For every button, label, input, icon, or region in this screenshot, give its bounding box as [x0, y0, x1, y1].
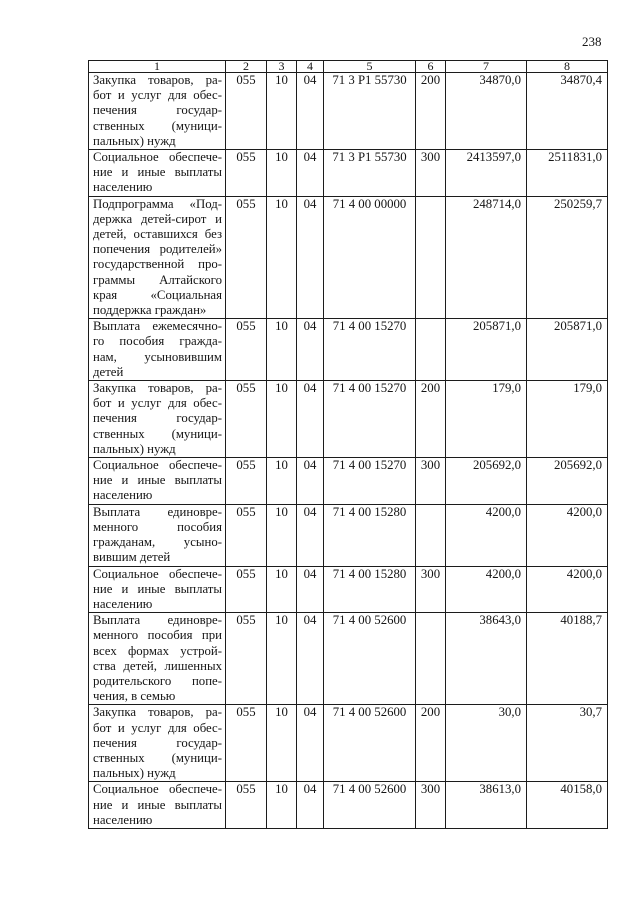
cell-amount-column-7: 4200,0 — [446, 504, 527, 566]
column-number-5: 5 — [324, 61, 416, 73]
cell-item-name — [89, 319, 226, 381]
table-row — [89, 782, 608, 829]
cell-amount-column-8: 40158,0 — [527, 782, 608, 829]
cell-section-code: 10 — [267, 150, 297, 197]
table-row — [89, 458, 608, 505]
cell-target-item-code: 71 4 00 15280 — [324, 504, 416, 566]
column-number-6: 6 — [416, 61, 446, 73]
cell-amount-column-8: 250259,7 — [527, 196, 608, 319]
item-name-line: Выплата единовре- — [93, 504, 222, 519]
item-name-line: края «Социальная — [93, 287, 222, 302]
cell-target-item-code: 71 4 00 00000 — [324, 196, 416, 319]
cell-item-name — [89, 196, 226, 319]
table-row — [89, 705, 608, 782]
item-name-line: населению — [93, 488, 153, 503]
cell-agency-code: 055 — [226, 196, 267, 319]
item-name-line: ственных (муници- — [93, 426, 222, 441]
table-row — [89, 319, 608, 381]
cell-item-name — [89, 613, 226, 705]
cell-item-name — [89, 458, 226, 505]
cell-expense-type-code — [416, 319, 446, 381]
cell-section-code: 10 — [267, 504, 297, 566]
item-name-line: Закупка товаров, ра- — [93, 705, 222, 720]
column-number-7: 7 — [446, 61, 527, 73]
cell-amount-column-7: 34870,0 — [446, 73, 527, 150]
cell-agency-code: 055 — [226, 613, 267, 705]
cell-item-name — [89, 705, 226, 782]
cell-section-code: 10 — [267, 73, 297, 150]
header-row — [89, 61, 608, 73]
cell-agency-code: 055 — [226, 782, 267, 829]
cell-amount-column-7: 205871,0 — [446, 319, 527, 381]
item-name-line: пальных) нужд — [93, 766, 176, 781]
cell-subsection-code: 04 — [297, 150, 324, 197]
item-name-line: бот и услуг для обес- — [93, 88, 222, 103]
cell-subsection-code: 04 — [297, 319, 324, 381]
cell-amount-column-8: 2511831,0 — [527, 150, 608, 197]
item-name-line: населению — [93, 596, 153, 611]
cell-subsection-code: 04 — [297, 196, 324, 319]
cell-item-name — [89, 504, 226, 566]
table-row — [89, 566, 608, 613]
budget-table — [88, 60, 608, 829]
table-row — [89, 196, 608, 319]
cell-target-item-code: 71 4 00 52600 — [324, 705, 416, 782]
cell-expense-type-code — [416, 196, 446, 319]
cell-amount-column-7: 2413597,0 — [446, 150, 527, 197]
cell-amount-column-7: 179,0 — [446, 381, 527, 458]
cell-amount-column-8: 4200,0 — [527, 504, 608, 566]
cell-subsection-code: 04 — [297, 504, 324, 566]
item-name-line: детей, оставшихся без — [93, 227, 222, 242]
item-name-line: родительского попе- — [93, 673, 222, 688]
item-name-line: Социальное обеспече- — [93, 566, 222, 581]
column-number-3: 3 — [267, 61, 297, 73]
cell-subsection-code: 04 — [297, 782, 324, 829]
item-name-line: го пособия гражда- — [93, 334, 222, 349]
item-name-line: детей — [93, 364, 124, 379]
cell-section-code: 10 — [267, 458, 297, 505]
cell-expense-type-code: 300 — [416, 566, 446, 613]
item-name-line: ние и иные выплаты — [93, 473, 222, 488]
cell-expense-type-code: 300 — [416, 782, 446, 829]
cell-amount-column-8: 40188,7 — [527, 613, 608, 705]
item-name-line: ние и иные выплаты — [93, 165, 222, 180]
item-name-line: пальных) нужд — [93, 441, 176, 456]
item-name-line: чения, в семью — [93, 689, 176, 704]
item-name-line: Закупка товаров, ра- — [93, 381, 222, 396]
cell-amount-column-7: 38613,0 — [446, 782, 527, 829]
column-number-2: 2 — [226, 61, 267, 73]
item-name-line: государственной про- — [93, 257, 222, 272]
cell-amount-column-7: 4200,0 — [446, 566, 527, 613]
item-name-line: менного пособия при — [93, 628, 222, 643]
table-row — [89, 73, 608, 150]
item-name-line: попечения родителей» — [93, 242, 222, 257]
cell-agency-code: 055 — [226, 458, 267, 505]
cell-target-item-code: 71 3 P1 55730 — [324, 73, 416, 150]
item-name-line: Социальное обеспече- — [93, 458, 222, 473]
cell-item-name — [89, 782, 226, 829]
item-name-line: печения государ- — [93, 735, 222, 750]
cell-section-code: 10 — [267, 319, 297, 381]
table-row — [89, 381, 608, 458]
cell-amount-column-7: 248714,0 — [446, 196, 527, 319]
table-header — [89, 61, 608, 73]
cell-subsection-code: 04 — [297, 613, 324, 705]
item-name-line: населению — [93, 180, 153, 195]
cell-expense-type-code: 200 — [416, 705, 446, 782]
item-name-line: вившим детей — [93, 550, 171, 565]
cell-agency-code: 055 — [226, 504, 267, 566]
item-name-line: держка детей-сирот и — [93, 211, 222, 226]
item-name-line: Социальное обеспече- — [93, 150, 222, 165]
cell-expense-type-code: 200 — [416, 381, 446, 458]
cell-amount-column-8: 205692,0 — [527, 458, 608, 505]
item-name-line: печения государ- — [93, 411, 222, 426]
cell-item-name — [89, 73, 226, 150]
cell-target-item-code: 71 4 00 15270 — [324, 458, 416, 505]
cell-section-code: 10 — [267, 381, 297, 458]
cell-agency-code: 055 — [226, 566, 267, 613]
cell-expense-type-code: 300 — [416, 458, 446, 505]
cell-subsection-code: 04 — [297, 458, 324, 505]
item-name-line: Подпрограмма «Под- — [93, 196, 222, 211]
table-row — [89, 150, 608, 197]
item-name-line: населению — [93, 812, 153, 827]
item-name-line: менного пособия — [93, 519, 222, 534]
item-name-line: бот и услуг для обес- — [93, 720, 222, 735]
item-name-line: поддержка граждан» — [93, 303, 207, 318]
item-name-line: Выплата единовре- — [93, 613, 222, 628]
item-name-line: ственных (муници- — [93, 118, 222, 133]
cell-item-name — [89, 150, 226, 197]
cell-amount-column-7: 205692,0 — [446, 458, 527, 505]
cell-agency-code: 055 — [226, 381, 267, 458]
cell-amount-column-8: 4200,0 — [527, 566, 608, 613]
cell-expense-type-code: 300 — [416, 150, 446, 197]
item-name-line: пальных) нужд — [93, 133, 176, 148]
cell-amount-column-8: 34870,4 — [527, 73, 608, 150]
cell-target-item-code: 71 4 00 52600 — [324, 613, 416, 705]
item-name-line: Закупка товаров, ра- — [93, 73, 222, 87]
item-name-line: ственных (муници- — [93, 750, 222, 765]
cell-expense-type-code: 200 — [416, 73, 446, 150]
column-number-8: 8 — [527, 61, 608, 73]
item-name-line: нам, усыновившим — [93, 349, 222, 364]
item-name-line: ние и иные выплаты — [93, 581, 222, 596]
table-body — [89, 73, 608, 829]
cell-amount-column-8: 205871,0 — [527, 319, 608, 381]
item-name-line: Выплата ежемесячно- — [93, 319, 222, 334]
item-name-line: граммы Алтайского — [93, 272, 222, 287]
cell-target-item-code: 71 4 00 15270 — [324, 319, 416, 381]
cell-item-name — [89, 381, 226, 458]
cell-agency-code: 055 — [226, 150, 267, 197]
cell-amount-column-8: 179,0 — [527, 381, 608, 458]
cell-subsection-code: 04 — [297, 705, 324, 782]
cell-agency-code: 055 — [226, 319, 267, 381]
table-row — [89, 504, 608, 566]
cell-target-item-code: 71 3 P1 55730 — [324, 150, 416, 197]
cell-section-code: 10 — [267, 566, 297, 613]
cell-item-name — [89, 566, 226, 613]
cell-agency-code: 055 — [226, 73, 267, 150]
item-name-line: Социальное обеспече- — [93, 782, 222, 797]
cell-subsection-code: 04 — [297, 566, 324, 613]
cell-target-item-code: 71 4 00 52600 — [324, 782, 416, 829]
cell-section-code: 10 — [267, 705, 297, 782]
cell-subsection-code: 04 — [297, 381, 324, 458]
cell-section-code: 10 — [267, 613, 297, 705]
column-number-4: 4 — [297, 61, 324, 73]
page-number: 238 — [582, 34, 602, 49]
cell-expense-type-code — [416, 613, 446, 705]
cell-agency-code: 055 — [226, 705, 267, 782]
cell-expense-type-code — [416, 504, 446, 566]
cell-amount-column-8: 30,7 — [527, 705, 608, 782]
item-name-line: всех формах устрой- — [93, 643, 222, 658]
item-name-line: гражданам, усыно- — [93, 535, 222, 550]
cell-section-code: 10 — [267, 196, 297, 319]
cell-section-code: 10 — [267, 782, 297, 829]
cell-amount-column-7: 38643,0 — [446, 613, 527, 705]
cell-target-item-code: 71 4 00 15280 — [324, 566, 416, 613]
item-name-line: ние и иные выплаты — [93, 797, 222, 812]
cell-target-item-code: 71 4 00 15270 — [324, 381, 416, 458]
item-name-line: ства детей, лишенных — [93, 658, 222, 673]
item-name-line: бот и услуг для обес- — [93, 396, 222, 411]
item-name-line: печения государ- — [93, 103, 222, 118]
cell-subsection-code: 04 — [297, 73, 324, 150]
column-number-1: 1 — [89, 61, 226, 73]
table-row — [89, 613, 608, 705]
cell-amount-column-7: 30,0 — [446, 705, 527, 782]
